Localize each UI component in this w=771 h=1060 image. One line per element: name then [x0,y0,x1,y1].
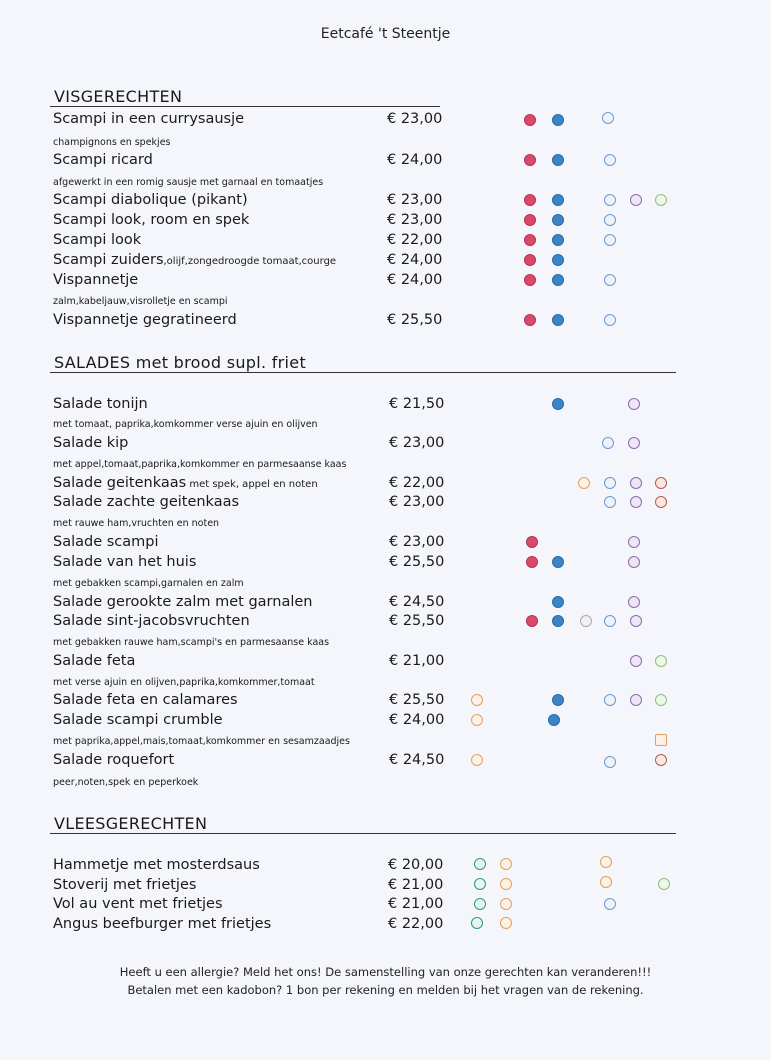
footer [0,963,771,999]
dish-price: € 24,00 [389,712,445,728]
dish-price: € 22,00 [387,232,443,248]
gluten-icon [471,714,483,726]
dish-name-line [53,252,336,268]
dish-price: € 23,00 [389,435,445,451]
gluten-icon [500,898,512,910]
dish-description: met rauwe ham,vruchten en noten [53,518,220,529]
dish-name: Scampi ricard [53,152,153,168]
dish-name-line [53,475,318,491]
dish-price: € 25,50 [387,312,443,328]
dish-name: Scampi look, room en spek [53,212,250,228]
dish-name: Salade van het huis [53,554,197,570]
dish-price: € 20,00 [388,857,444,873]
gluten-icon [600,876,612,888]
dish-price: € 24,50 [389,594,445,610]
section-rule [50,372,676,373]
fish-icon [552,615,564,627]
egg-icon [628,536,640,548]
dish-price: € 24,00 [387,272,443,288]
dish-price: € 25,50 [389,554,445,570]
section-title-vlees: VLEESGERECHTEN [54,814,208,833]
section-title-salades: SALADES met brood supl. friet [54,353,307,372]
egg-icon [630,694,642,706]
fish-icon [552,314,564,326]
dish-description: met tomaat, paprika,komkommer verse ajuin en olijven [53,419,318,430]
gluten-icon [500,878,512,890]
dish-name: Salade sint-jacobsvruchten [53,613,250,629]
dish-price: € 23,00 [387,111,443,127]
milk-icon [604,274,616,286]
fish-icon [552,274,564,286]
mustard-icon [474,878,486,890]
egg-icon [628,437,640,449]
dish-price: € 24,00 [387,252,443,268]
dish-name: Salade kip [53,435,129,451]
shellfish-icon [524,274,536,286]
shellfish-icon [524,254,536,266]
fish-icon [548,714,560,726]
egg-icon [628,556,640,568]
shellfish-icon [524,234,536,246]
section-rule [50,106,440,107]
gluten-icon [500,858,512,870]
fish-icon [552,398,564,410]
fish-icon [552,154,564,166]
dish-price: € 22,00 [388,916,444,932]
dish-name: Salade geitenkaas [53,475,187,491]
dish-name-detail: met spek, appel en noten [186,479,318,490]
nuts-icon [655,477,667,489]
shellfish-icon [526,556,538,568]
milk-icon [604,154,616,166]
dish-price: € 25,50 [389,692,445,708]
fish-icon [552,596,564,608]
dish-name: Vispannetje gegratineerd [53,312,237,328]
nuts-icon [655,754,667,766]
milk-icon [604,496,616,508]
dish-description: peer,noten,spek en peperkoek [53,777,199,788]
dish-description: met gebakken scampi,garnalen en zalm [53,578,244,589]
milk-icon [604,234,616,246]
dish-description: zalm,kabeljauw,visrolletje en scampi [53,296,228,307]
milk-icon [602,112,614,124]
shellfish-icon [526,536,538,548]
dish-price: € 25,50 [389,613,445,629]
dish-name: Scampi diabolique (pikant) [53,192,248,208]
dish-name: Vispannetje [53,272,139,288]
dish-name: Hammetje met mosterdsaus [53,857,260,873]
shellfish-icon [524,314,536,326]
dish-name: Vol au vent met frietjes [53,896,223,912]
dish-description: met verse ajuin en olijven,paprika,komkommer,tomaat [53,677,315,688]
egg-icon [630,477,642,489]
fish-icon [552,254,564,266]
dish-price: € 22,00 [389,475,445,491]
dish-price: € 23,00 [389,494,445,510]
dish-description: met paprika,appel,mais,tomaat,komkommer en sesamzaadjes [53,736,350,747]
dish-name: Salade tonijn [53,396,148,412]
section-rule [50,833,676,834]
gluten-icon [500,917,512,929]
shellfish-icon [524,154,536,166]
milk-icon [604,194,616,206]
dish-price: € 23,00 [389,534,445,550]
fish-icon [552,194,564,206]
egg-icon [630,496,642,508]
dish-description: afgewerkt in een romig sausje met garnaal en tomaatjes [53,177,324,188]
footer-voucher-note: Betalen met een kadobon? 1 bon per rekening en melden bij het vragen van de rekening. [127,983,644,997]
soy-icon [580,615,592,627]
dish-name: Scampi in een currysausje [53,111,245,127]
fish-icon [552,234,564,246]
milk-icon [604,898,616,910]
shellfish-icon [524,214,536,226]
egg-icon [630,655,642,667]
section-title-vis: VISGERECHTEN [54,87,183,106]
egg-icon [628,596,640,608]
milk-icon [604,214,616,226]
milk-icon [604,477,616,489]
dish-name: Scampi zuiders [53,252,164,268]
milk-icon [604,756,616,768]
dish-price: € 23,00 [387,212,443,228]
shellfish-icon [526,615,538,627]
milk-icon [602,437,614,449]
milk-icon [604,314,616,326]
dish-name: Salade gerookte zalm met garnalen [53,594,313,610]
dish-name: Stoverij met frietjes [53,877,197,893]
dish-price: € 21,00 [388,896,444,912]
dish-name: Angus beefburger met frietjes [53,916,272,932]
mustard-icon [474,898,486,910]
celery-icon [658,878,670,890]
nuts-icon [655,496,667,508]
egg-icon [628,398,640,410]
celery-icon [655,694,667,706]
dish-name: Salade zachte geitenkaas [53,494,240,510]
mustard-icon [474,858,486,870]
dish-name: Salade feta [53,653,136,669]
shellfish-icon [524,194,536,206]
celery-icon [655,655,667,667]
fish-icon [552,556,564,568]
dish-description: champignons en spekjes [53,137,171,148]
dish-price: € 21,00 [389,653,445,669]
dish-price: € 21,50 [389,396,445,412]
dish-price: € 24,00 [387,152,443,168]
celery-icon [655,194,667,206]
dish-name: Scampi look [53,232,142,248]
menu-title: Eetcafé 't Steentje [320,26,451,42]
egg-icon [630,615,642,627]
sesame-icon [655,734,667,746]
dish-name: Salade roquefort [53,752,175,768]
dish-name-detail: ,olijf,zongedroogde tomaat,courge [163,256,337,267]
gluten-icon [578,477,590,489]
shellfish-icon [524,114,536,126]
mustard-icon [471,917,483,929]
fish-icon [552,214,564,226]
dish-price: € 21,00 [388,877,444,893]
footer-allergy-note: Heeft u een allergie? Meld het ons! De samenstelling van onze gerechten kan veranderen!!! [119,965,652,979]
fish-icon [552,114,564,126]
dish-description: met appel,tomaat,paprika,komkommer en parmesaanse kaas [53,459,347,470]
gluten-icon [471,694,483,706]
dish-name: Salade scampi crumble [53,712,223,728]
dish-price: € 24,50 [389,752,445,768]
dish-price: € 23,00 [387,192,443,208]
milk-icon [604,694,616,706]
gluten-icon [471,754,483,766]
dish-name: Salade feta en calamares [53,692,238,708]
gluten-icon [600,856,612,868]
dish-name: Salade scampi [53,534,159,550]
fish-icon [552,694,564,706]
milk-icon [604,615,616,627]
dish-description: met gebakken rauwe ham,scampi's en parmesaanse kaas [53,637,330,648]
egg-icon [630,194,642,206]
